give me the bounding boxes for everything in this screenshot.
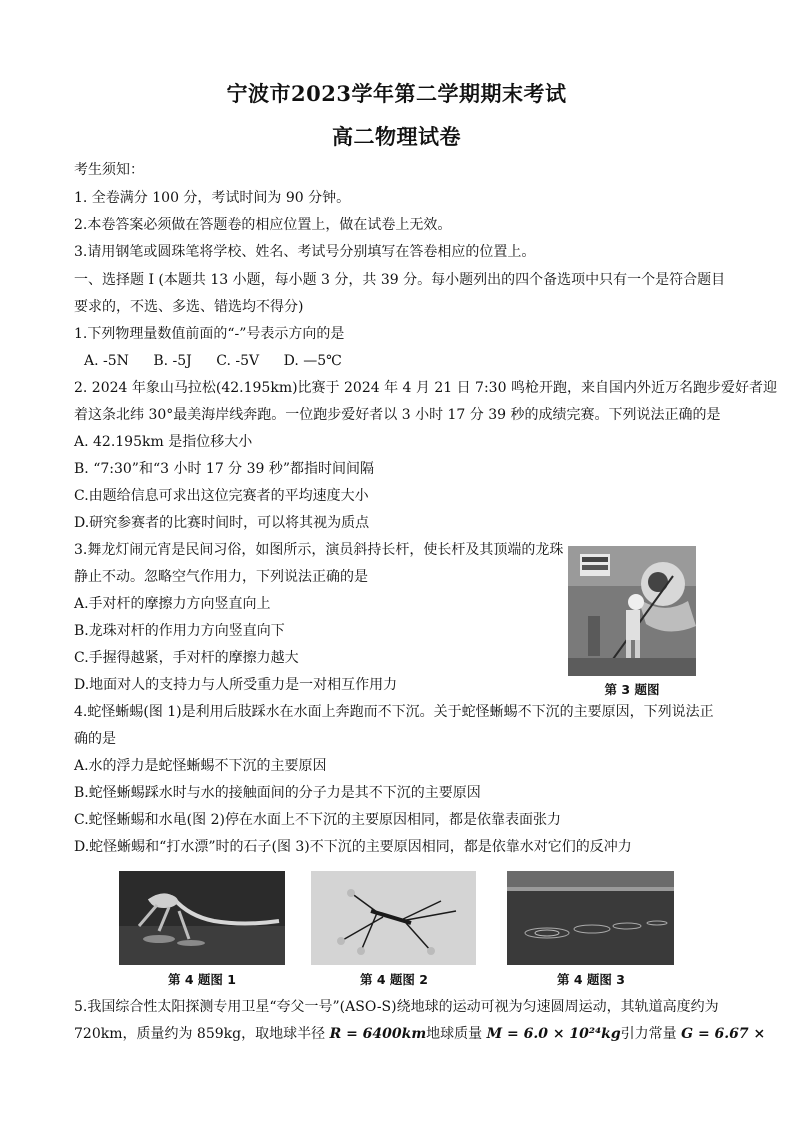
earth-mass-label: 地球质量	[426, 1026, 483, 1042]
option-a: A.水的浮力是蛇怪蜥蜴不下沉的主要原因	[74, 758, 327, 774]
skipping-stone-illustration	[507, 871, 674, 965]
question-3-stem: 3.舞龙灯闹元宵是民间习俗，如图所示，演员斜持长杆，使长杆及其顶端的龙珠	[74, 542, 564, 558]
option-c: C.蛇怪蜥蜴和水黾(图 2)停在水面上不下沉的主要原因相同，都是依靠表面张力	[74, 812, 561, 828]
figure-4-2-caption: 第 4 题图 2	[360, 972, 428, 987]
question-1-options	[84, 352, 362, 370]
question-3-stem: 静止不动。忽略空气作用力，下列说法正确的是	[74, 569, 368, 585]
figure-4-1-caption: 第 4 题图 1	[168, 972, 236, 987]
notice-item: 3.请用钢笔或圆珠笔将学校、姓名、考试号分别填写在答卷相应的位置上。	[74, 244, 536, 260]
question-2-stem: 2. 2024 年象山马拉松(42.195km)比赛于 2024 年 4 月 21 日 7:30 鸣枪开跑，来自国内外近万名跑步爱好者迎	[74, 380, 777, 396]
notice-item: 2.本卷答案必须做在答题卷的相应位置上，做在试卷上无效。	[74, 217, 452, 233]
exam-title: 宁波市2023学年第二学期期末考试	[226, 81, 567, 106]
lizard-illustration	[119, 871, 285, 965]
earth-mass-formula: M = 6.0 × 10²⁴kg	[486, 1026, 621, 1042]
question-5-stem: 5.我国综合性太阳探测专用卫星“夸父一号”(ASO-S)绕地球的运动可视为匀速圆周运动，其轨道高度约为	[74, 999, 719, 1015]
option-d: D.地面对人的支持力与人所受重力是一对相互作用力	[74, 677, 398, 693]
gravitational-constant-label: 引力常量	[620, 1026, 677, 1042]
option-c: C. -5V	[216, 353, 260, 369]
option-d: D.研究参赛者的比赛时间时，可以将其视为质点	[74, 515, 370, 531]
dragon-dance-illustration	[568, 546, 696, 676]
exam-subtitle: 高二物理试卷	[332, 124, 461, 149]
lizard-photo	[119, 871, 285, 965]
option-a: A.手对杆的摩擦力方向竖直向上	[74, 596, 271, 612]
question-5-text: 720km，质量约为 859kg，取地球半径	[74, 1026, 326, 1042]
figure-3-caption: 第 3 题图	[604, 682, 660, 697]
gravitational-constant-formula: G = 6.67 ×	[681, 1026, 766, 1042]
option-b: B. “7:30”和“3 小时 17 分 39 秒”都指时间间隔	[74, 461, 375, 477]
option-c: C.由题给信息可求出这位完赛者的平均速度大小	[74, 488, 369, 504]
notice-item: 1. 全卷满分 100 分，考试时间为 90 分钟。	[74, 190, 351, 206]
option-c: C.手握得越紧，手对杆的摩擦力越大	[74, 650, 299, 666]
water-strider-photo	[311, 871, 476, 965]
question-4-stem: 确的是	[74, 731, 116, 747]
dragon-dance-photo	[568, 546, 696, 676]
water-strider-illustration	[311, 871, 476, 965]
section-instructions: 要求的，不选、多选、错选均不得分)	[74, 299, 304, 315]
option-b: B.蛇怪蜥蜴踩水时与水的接触面间的分子力是其不下沉的主要原因	[74, 785, 481, 801]
question-2-stem: 着这条北纬 30°最美海岸线奔跑。一位跑步爱好者以 3 小时 17 分 39 秒的成绩完赛。下列说法正确的是	[74, 407, 721, 423]
question-5-stem	[74, 1025, 765, 1043]
figure-4-3-caption: 第 4 题图 3	[557, 972, 625, 987]
option-b: B.龙珠对杆的作用力方向竖直向下	[74, 623, 285, 639]
earth-radius-formula: R = 6400km	[329, 1026, 427, 1042]
option-b: B. -5J	[153, 353, 192, 369]
option-d: D. —5℃	[283, 353, 342, 369]
option-a: A. 42.195km 是指位移大小	[74, 434, 253, 450]
question-1-stem: 1.下列物理量数值前面的“-”号表示方向的是	[74, 326, 345, 342]
option-d: D.蛇怪蜥蜴和“打水漂”时的石子(图 3)不下沉的主要原因相同，都是依靠水对它们的反冲力	[74, 839, 632, 855]
option-a: A. -5N	[84, 353, 129, 369]
skipping-stone-photo	[507, 871, 674, 965]
section-instructions: 一、选择题 I (本题共 13 小题，每小题 3 分，共 39 分。每小题列出的四个备选项中只有一个是符合题目	[74, 272, 726, 288]
notice-heading: 考生须知：	[74, 162, 144, 178]
question-4-stem: 4.蛇怪蜥蜴(图 1)是利用后肢踩水在水面上奔跑而不下沉。关于蛇怪蜥蜴不下沉的主要原因，下列说法正	[74, 704, 714, 720]
